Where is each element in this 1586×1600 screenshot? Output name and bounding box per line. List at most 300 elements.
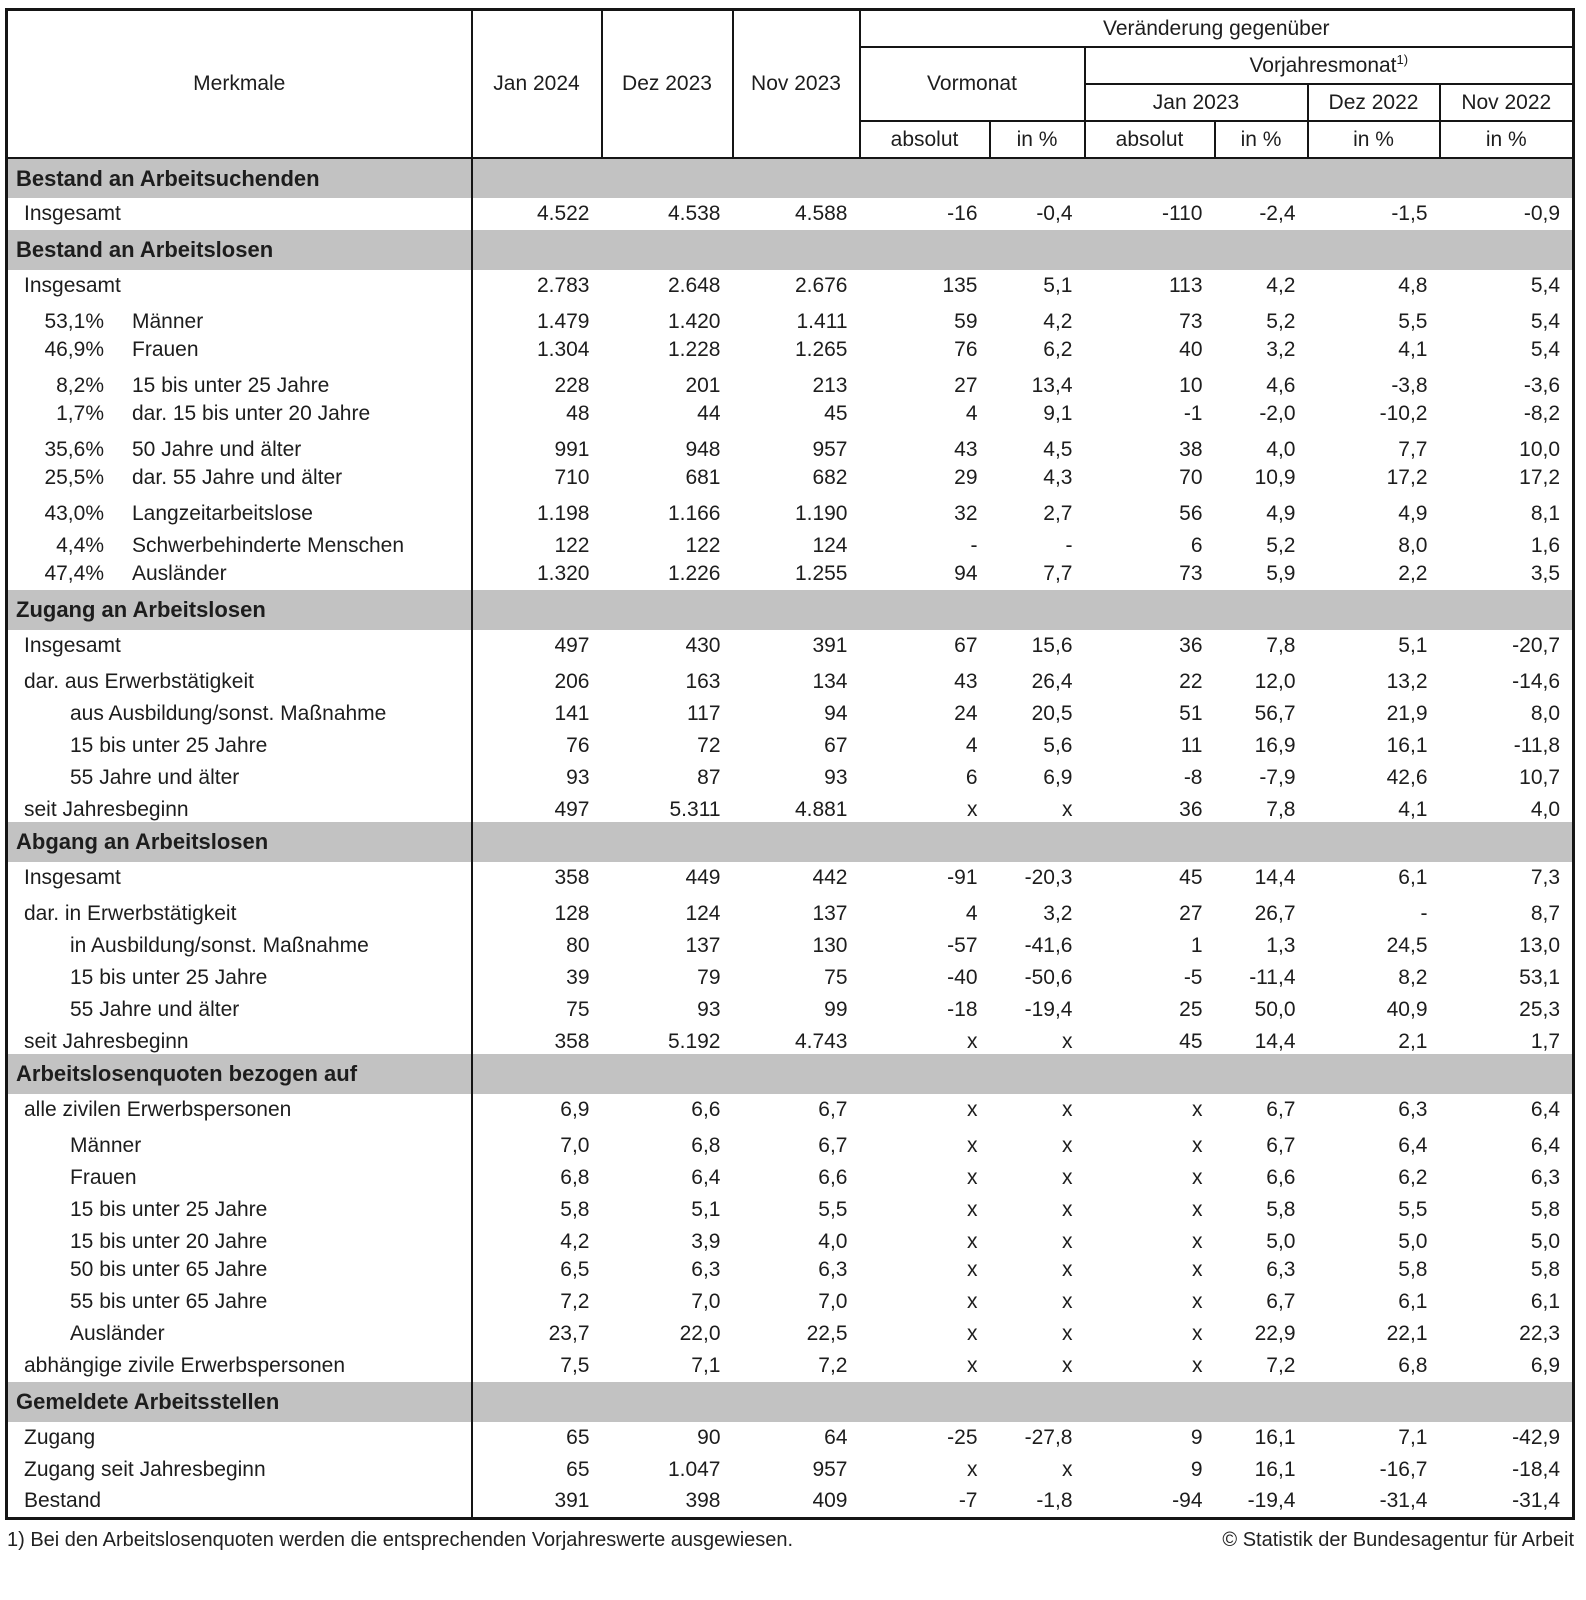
- table-cell: x: [1062, 1290, 1073, 1313]
- row-label-text: Ausländer: [132, 562, 227, 585]
- table-cell: x: [967, 1029, 978, 1053]
- table-cell: 6,2: [1043, 338, 1073, 361]
- table-cell: 6,7: [1266, 1133, 1296, 1157]
- table-cell: 27: [954, 373, 978, 397]
- table-cell: 14,4: [1254, 866, 1296, 889]
- table-cell: 8,7: [1530, 901, 1561, 925]
- table-cell: -25: [947, 1426, 978, 1449]
- table-cell: 90: [697, 1426, 721, 1449]
- table-cell: x: [1062, 1133, 1073, 1157]
- row-label: 15 bis unter 25 Jahre: [7, 726, 472, 758]
- copyright-text: © Statistik der Bundesagentur für Arbeit: [1222, 1528, 1574, 1551]
- table-cell: 7,3: [1530, 866, 1561, 889]
- row-label: Männer: [7, 1126, 472, 1158]
- table-cell: 4,6: [1266, 373, 1296, 397]
- table-cell: x: [967, 1258, 978, 1281]
- table-cell: 22,1: [1386, 1322, 1428, 1345]
- table-cell: 2.783: [536, 274, 590, 297]
- col-header-veraenderung: Veränderung gegenüber: [860, 10, 1574, 48]
- table-cell: x: [1192, 1290, 1203, 1313]
- footnote-marker: 1): [1396, 51, 1409, 67]
- table-cell: x: [1062, 1458, 1073, 1481]
- col-header-jan2023: Jan 2023: [1085, 84, 1308, 121]
- table-cell: 1: [1190, 933, 1203, 957]
- table-cell: 7,0: [691, 1290, 721, 1313]
- table-cell: 391: [812, 634, 848, 657]
- table-cell: -42,9: [1512, 1426, 1561, 1449]
- table-cell: 45: [824, 402, 848, 425]
- table-cell: 4,2: [560, 1229, 590, 1253]
- table-cell: 80: [566, 933, 590, 957]
- section-header-fill: [472, 822, 1574, 862]
- table-cell: 206: [554, 669, 590, 693]
- row-label: seit Jahresbeginn: [7, 1022, 472, 1054]
- table-cell: 117: [687, 701, 721, 725]
- table-cell: 67: [954, 634, 978, 657]
- table-cell: 6,3: [1398, 1098, 1428, 1121]
- table-cell: x: [967, 1458, 978, 1481]
- row-label: dar. aus Erwerbstätigkeit: [7, 662, 472, 694]
- row-share-percent: 43,0%: [44, 501, 104, 525]
- table-cell: 6,6: [691, 1098, 721, 1121]
- table-cell: 122: [685, 533, 721, 557]
- table-cell: 6,7: [1266, 1290, 1296, 1313]
- col-header-vorjahresmonat: [1085, 47, 1574, 84]
- table-cell: 4: [965, 402, 978, 425]
- row-label: [7, 334, 472, 366]
- col-header-jan2024: Jan 2024: [472, 10, 602, 159]
- row-label: [7, 398, 472, 430]
- table-cell: x: [967, 1290, 978, 1313]
- row-label-text: 50 Jahre und älter: [132, 437, 302, 461]
- table-cell: -2,4: [1259, 202, 1296, 225]
- col-header-dez2023: Dez 2023: [602, 10, 733, 159]
- table-cell: 4: [965, 901, 978, 925]
- row-label-text: dar. 15 bis unter 20 Jahre: [132, 402, 371, 425]
- section-header: Bestand an Arbeitsuchenden: [7, 158, 472, 198]
- table-cell: 39: [566, 965, 590, 989]
- table-cell: -0,4: [1036, 202, 1073, 225]
- table-cell: 6,9: [1530, 1354, 1561, 1377]
- col-header-merkmale: Merkmale: [7, 10, 472, 159]
- table-cell: 16,9: [1254, 733, 1296, 757]
- table-cell: 5,4: [1530, 309, 1561, 333]
- table-cell: 5,2: [1266, 309, 1296, 333]
- col-header-vormonat: Vormonat: [860, 47, 1085, 121]
- table-cell: 5,8: [560, 1197, 590, 1221]
- table-cell: 6,9: [1043, 765, 1073, 789]
- table-body: [7, 158, 1574, 1518]
- table-cell: 6,6: [818, 1165, 848, 1189]
- table-cell: -16,7: [1379, 1458, 1428, 1481]
- table-cell: 5,6: [1043, 733, 1073, 757]
- table-cell: 36: [1179, 634, 1203, 657]
- table-cell: 65: [566, 1426, 590, 1449]
- table-cell: 113: [1169, 274, 1203, 297]
- row-share-percent: 35,6%: [44, 437, 104, 461]
- table-cell: 9,1: [1043, 402, 1073, 425]
- section-header-fill: [472, 1054, 1574, 1094]
- table-cell: 36: [1179, 797, 1203, 821]
- table-cell: 141: [554, 701, 590, 725]
- table-cell: 13,4: [1031, 373, 1073, 397]
- table-cell: 7,5: [560, 1354, 590, 1377]
- table-cell: 5,1: [1398, 634, 1428, 657]
- table-cell: 4,0: [1530, 797, 1561, 821]
- row-label: Zugang: [7, 1422, 472, 1454]
- table-cell: 7,2: [818, 1354, 848, 1377]
- table-cell: 6,7: [818, 1133, 848, 1157]
- table-cell: 1.255: [794, 562, 848, 585]
- row-share-percent: 53,1%: [44, 309, 104, 333]
- table-cell: 1.420: [667, 309, 721, 333]
- table-cell: 13,0: [1519, 933, 1561, 957]
- table-cell: 5,9: [1266, 562, 1296, 585]
- row-label: [7, 302, 472, 334]
- table-cell: x: [967, 1133, 978, 1157]
- table-cell: 67: [824, 733, 848, 757]
- table-cell: 43: [954, 669, 978, 693]
- table-cell: 7,2: [1266, 1354, 1296, 1377]
- table-cell: x: [967, 1229, 978, 1253]
- table-cell: 3,9: [691, 1229, 721, 1253]
- table-cell: 1.304: [536, 338, 590, 361]
- table-cell: 38: [1179, 437, 1203, 461]
- table-cell: 14,4: [1254, 1029, 1296, 1053]
- table-cell: 1,7: [1530, 1029, 1561, 1053]
- table-cell: -20,3: [1024, 866, 1073, 889]
- table-cell: 59: [954, 309, 978, 333]
- table-cell: 6,1: [1398, 866, 1428, 889]
- row-label: seit Jahresbeginn: [7, 790, 472, 822]
- table-cell: 17,2: [1386, 466, 1428, 489]
- table-cell: 1.320: [536, 562, 590, 585]
- table-cell: 497: [554, 634, 590, 657]
- table-cell: -57: [947, 933, 978, 957]
- table-cell: 17,2: [1519, 466, 1561, 489]
- table-cell: 497: [554, 797, 590, 821]
- table-cell: 10: [1179, 373, 1203, 397]
- table-cell: 7,1: [691, 1354, 721, 1377]
- row-label: [7, 462, 472, 494]
- section-header: Arbeitslosenquoten bezogen auf: [7, 1054, 472, 1094]
- table-cell: -110: [1162, 202, 1203, 225]
- table-cell: 228: [554, 373, 590, 397]
- table-cell: 10,9: [1254, 466, 1296, 489]
- table-cell: 957: [812, 1458, 848, 1481]
- table-cell: 6: [1190, 533, 1203, 557]
- table-cell: 6,4: [1398, 1133, 1428, 1157]
- col-header-vormonat-pct: in %: [990, 121, 1085, 158]
- row-label: 50 bis unter 65 Jahre: [7, 1254, 472, 1286]
- table-cell: 4,1: [1398, 797, 1428, 821]
- table-cell: 6,4: [691, 1165, 721, 1189]
- table-cell: -1,8: [1036, 1489, 1073, 1513]
- table-cell: 24,5: [1386, 933, 1428, 957]
- table-cell: x: [967, 797, 978, 821]
- table-cell: -1: [1183, 402, 1203, 425]
- table-cell: 73: [1179, 562, 1203, 585]
- table-cell: x: [1062, 1165, 1073, 1189]
- table-cell: 26,7: [1254, 901, 1296, 925]
- table-cell: 25: [1179, 997, 1203, 1021]
- table-cell: x: [1192, 1133, 1203, 1157]
- table-cell: 43: [954, 437, 978, 461]
- table-cell: 358: [554, 866, 590, 889]
- row-label: [7, 430, 472, 462]
- table-cell: 3,2: [1043, 901, 1073, 925]
- table-cell: 1.226: [667, 562, 721, 585]
- table-cell: 45: [1179, 866, 1203, 889]
- col-header-nov2022: Nov 2022: [1440, 84, 1574, 121]
- table-cell: 87: [697, 765, 721, 789]
- table-cell: 32: [954, 501, 978, 525]
- table-cell: -18,4: [1512, 1458, 1561, 1481]
- table-cell: x: [1062, 1354, 1073, 1377]
- table-cell: 122: [554, 533, 590, 557]
- section-header: Gemeldete Arbeitsstellen: [7, 1382, 472, 1422]
- col-header-nov2023: Nov 2023: [733, 10, 860, 159]
- table-cell: 6,3: [818, 1258, 848, 1281]
- table-cell: 4,0: [1266, 437, 1296, 461]
- table-cell: 7,8: [1266, 634, 1296, 657]
- table-cell: 7,7: [1043, 562, 1073, 585]
- table-cell: 5,8: [1530, 1197, 1561, 1221]
- table-cell: 4,9: [1266, 501, 1296, 525]
- row-label-text: Männer: [132, 309, 204, 333]
- table-cell: x: [1062, 1098, 1073, 1121]
- table-cell: 1.047: [667, 1458, 721, 1481]
- table-cell: 135: [942, 274, 978, 297]
- section-header-fill: [472, 590, 1574, 630]
- table-cell: 1.479: [536, 309, 590, 333]
- table-cell: 6,3: [1530, 1165, 1561, 1189]
- row-label: Insgesamt: [7, 862, 472, 894]
- row-label: 55 Jahre und älter: [7, 758, 472, 790]
- table-cell: 6,3: [691, 1258, 721, 1281]
- table-cell: 1.228: [667, 338, 721, 361]
- table-cell: 6,9: [560, 1098, 590, 1121]
- table-cell: 93: [566, 765, 590, 789]
- table-cell: 12,0: [1254, 669, 1296, 693]
- row-label: alle zivilen Erwerbspersonen: [7, 1094, 472, 1126]
- table-cell: -3,8: [1391, 373, 1428, 397]
- table-cell: x: [1192, 1197, 1203, 1221]
- table-cell: 4,5: [1043, 437, 1073, 461]
- table-cell: 22,5: [806, 1322, 848, 1345]
- table-cell: 9: [1190, 1426, 1203, 1449]
- table-cell: 24: [954, 701, 978, 725]
- table-cell: 29: [954, 466, 978, 489]
- vorjahresmonat-label: Vorjahresmonat: [1249, 53, 1397, 77]
- table-cell: 2.676: [794, 274, 848, 297]
- table-cell: 681: [685, 466, 721, 489]
- table-cell: 23,7: [548, 1322, 590, 1345]
- table-cell: 5,0: [1266, 1229, 1296, 1253]
- table-cell: 430: [685, 634, 721, 657]
- row-label: Frauen: [7, 1158, 472, 1190]
- table-cell: 26,4: [1031, 669, 1073, 693]
- table-cell: 94: [954, 562, 978, 585]
- row-share-percent: 47,4%: [44, 562, 104, 585]
- table-cell: 4.538: [667, 202, 721, 225]
- table-cell: 6,2: [1398, 1165, 1428, 1189]
- table-cell: 2,2: [1398, 562, 1428, 585]
- table-cell: x: [1192, 1322, 1203, 1345]
- table-cell: 2,7: [1043, 501, 1073, 525]
- table-cell: 42,6: [1386, 765, 1428, 789]
- col-header-jan2023-pct: in %: [1215, 121, 1308, 158]
- table-cell: 15,6: [1031, 634, 1073, 657]
- table-cell: 5.192: [667, 1029, 721, 1053]
- table-cell: 16,1: [1254, 1458, 1296, 1481]
- table-cell: -7,9: [1259, 765, 1296, 789]
- table-cell: 7,0: [560, 1133, 590, 1157]
- table-cell: 13,2: [1386, 669, 1428, 693]
- table-cell: 56: [1179, 501, 1203, 525]
- table-cell: 27: [1179, 901, 1203, 925]
- row-label: Bestand: [7, 1486, 472, 1518]
- row-label: aus Ausbildung/sonst. Maßnahme: [7, 694, 472, 726]
- table-cell: -11,4: [1249, 965, 1296, 989]
- table-cell: 5,0: [1398, 1229, 1428, 1253]
- table-cell: 391: [554, 1489, 590, 1513]
- table-cell: 4.522: [536, 202, 590, 225]
- table-cell: x: [1192, 1258, 1203, 1281]
- table-cell: x: [1062, 797, 1073, 821]
- table-cell: 1.265: [794, 338, 848, 361]
- table-cell: 64: [824, 1426, 848, 1449]
- table-cell: 79: [697, 965, 721, 989]
- table-cell: 50,0: [1254, 997, 1296, 1021]
- row-label-text: Langzeitarbeitslose: [132, 501, 313, 525]
- table-cell: 1.190: [794, 501, 848, 525]
- section-header: Bestand an Arbeitslosen: [7, 230, 472, 270]
- table-cell: x: [1062, 1197, 1073, 1221]
- table-cell: 22,3: [1519, 1322, 1561, 1345]
- table-cell: 6,1: [1398, 1290, 1428, 1313]
- table-cell: -20,7: [1512, 634, 1561, 657]
- table-cell: 6,8: [1398, 1354, 1428, 1377]
- table-header: [7, 10, 1574, 159]
- table-cell: x: [1192, 1354, 1203, 1377]
- table-cell: 76: [954, 338, 978, 361]
- table-cell: -91: [947, 866, 978, 889]
- table-cell: -19,4: [1024, 997, 1073, 1021]
- table-cell: -: [970, 533, 978, 557]
- row-label: Insgesamt: [7, 630, 472, 662]
- table-cell: 65: [566, 1458, 590, 1481]
- table-cell: x: [967, 1354, 978, 1377]
- table-cell: 22: [1179, 669, 1203, 693]
- table-cell: 5,5: [818, 1197, 848, 1221]
- table-cell: 45: [1179, 1029, 1203, 1053]
- table-cell: 7,1: [1398, 1426, 1428, 1449]
- table-cell: 40: [1179, 338, 1203, 361]
- table-cell: 4,8: [1398, 274, 1428, 297]
- table-cell: 22,9: [1254, 1322, 1296, 1345]
- row-label-text: Schwerbehinderte Menschen: [132, 533, 404, 557]
- table-cell: 21,9: [1386, 701, 1428, 725]
- table-cell: 10,7: [1519, 765, 1561, 789]
- section-header-fill: [472, 1382, 1574, 1422]
- row-label-text: dar. 55 Jahre und älter: [132, 466, 343, 489]
- table-cell: 4,9: [1398, 501, 1428, 525]
- table-cell: 7,7: [1398, 437, 1428, 461]
- table-cell: 6,6: [1266, 1165, 1296, 1189]
- table-cell: -50,6: [1024, 965, 1073, 989]
- table-cell: -8: [1183, 765, 1203, 789]
- table-cell: -: [1420, 901, 1428, 925]
- table-cell: -31,4: [1379, 1489, 1428, 1513]
- table-cell: 957: [812, 437, 848, 461]
- table-cell: 163: [685, 669, 721, 693]
- col-header-dez2022-pct: in %: [1308, 121, 1440, 158]
- row-label: Insgesamt: [7, 198, 472, 230]
- section-header-fill: [472, 230, 1574, 270]
- table-cell: -27,8: [1024, 1426, 1073, 1449]
- row-label: [7, 558, 472, 590]
- table-cell: 48: [566, 402, 590, 425]
- table-cell: 5,1: [1043, 274, 1073, 297]
- table-cell: 4.588: [794, 202, 848, 225]
- table-cell: -3,6: [1523, 373, 1561, 397]
- row-label: Ausländer: [7, 1318, 472, 1350]
- table-cell: x: [967, 1165, 978, 1189]
- table-cell: 44: [697, 402, 721, 425]
- table-cell: -: [1065, 533, 1073, 557]
- table-cell: 53,1: [1519, 965, 1561, 989]
- table-cell: x: [1062, 1229, 1073, 1253]
- table-footer: [5, 1520, 1576, 1552]
- table-cell: -14,6: [1512, 669, 1561, 693]
- row-share-percent: 25,5%: [44, 466, 104, 489]
- table-cell: 94: [824, 701, 848, 725]
- table-cell: 4,0: [818, 1229, 848, 1253]
- table-cell: 20,5: [1031, 701, 1073, 725]
- table-cell: 4,1: [1398, 338, 1428, 361]
- table-cell: 449: [685, 866, 721, 889]
- table-cell: 2.648: [667, 274, 721, 297]
- row-label: 55 Jahre und älter: [7, 990, 472, 1022]
- row-share-percent: 1,7%: [56, 402, 104, 425]
- table-cell: 8,1: [1530, 501, 1561, 525]
- table-cell: 6,3: [1266, 1258, 1296, 1281]
- table-cell: 1.411: [796, 309, 848, 333]
- table-cell: -7: [958, 1489, 978, 1513]
- table-cell: 7,0: [818, 1290, 848, 1313]
- table-cell: 5,5: [1398, 309, 1428, 333]
- table-cell: 22,0: [679, 1322, 721, 1345]
- table-cell: 124: [812, 533, 848, 557]
- table-cell: -1,5: [1391, 202, 1428, 225]
- row-label: dar. in Erwerbstätigkeit: [7, 894, 472, 926]
- table-cell: 5,4: [1530, 274, 1561, 297]
- row-label: 15 bis unter 25 Jahre: [7, 958, 472, 990]
- table-cell: 6,7: [818, 1098, 848, 1121]
- table-cell: 6,4: [1530, 1133, 1561, 1157]
- row-label: abhängige zivile Erwerbspersonen: [7, 1350, 472, 1382]
- table-cell: 51: [1179, 701, 1203, 725]
- table-cell: 56,7: [1254, 701, 1296, 725]
- table-cell: 75: [566, 997, 590, 1021]
- table-cell: 8,2: [1398, 965, 1428, 989]
- table-cell: 8,0: [1530, 701, 1561, 725]
- row-share-percent: 46,9%: [44, 338, 104, 361]
- table-cell: 3,5: [1530, 562, 1561, 585]
- table-cell: 5,8: [1266, 1197, 1296, 1221]
- table-cell: 73: [1179, 309, 1203, 333]
